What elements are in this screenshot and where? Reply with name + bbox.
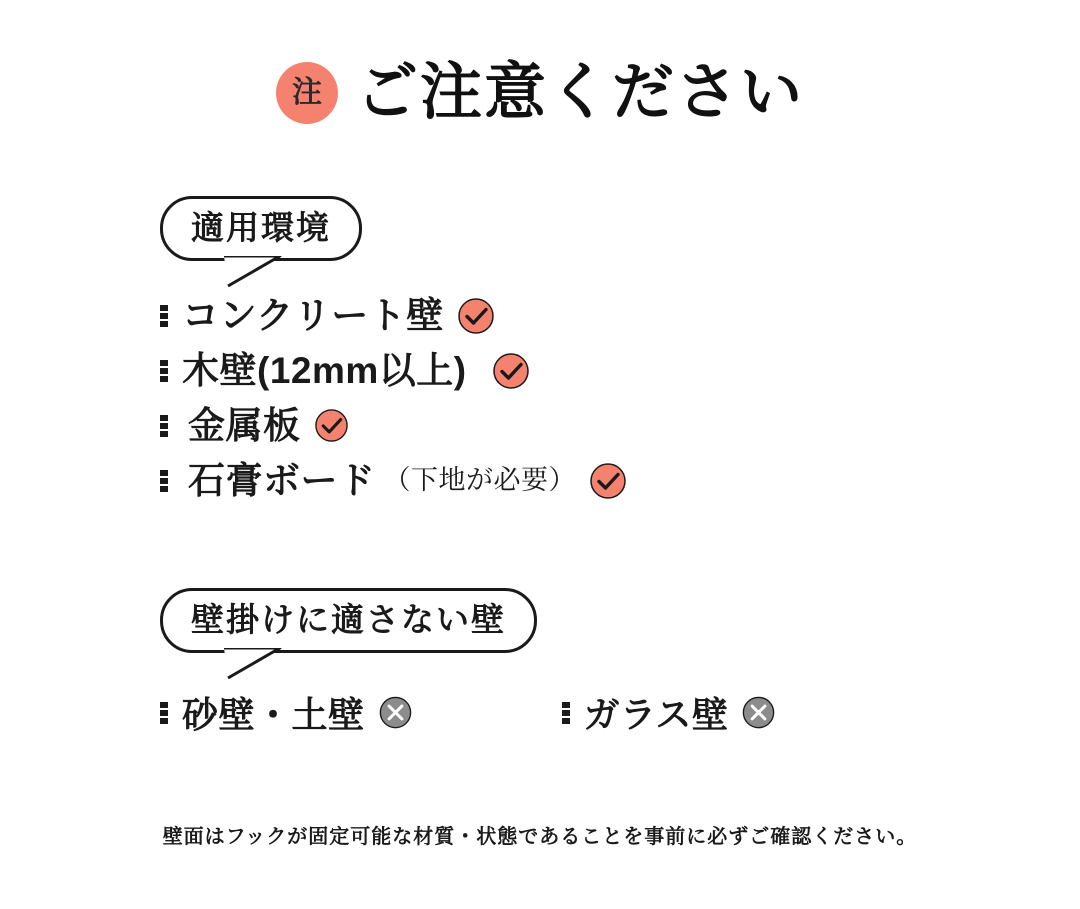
- check-circle-icon: [315, 409, 348, 442]
- page-title: [0, 0, 1080, 127]
- list-item: [160, 295, 626, 337]
- list-item-label: 木壁(12mm以上): [182, 350, 467, 392]
- list-item-label: ガラス壁: [583, 694, 729, 736]
- list-item: [160, 460, 626, 502]
- cross-circle-icon: [742, 696, 775, 729]
- list-item-label: 金属板: [188, 405, 301, 447]
- section-label-suitable-text: 適用環境: [160, 196, 362, 261]
- unsuitable-list: [160, 687, 775, 738]
- bubble-tail-icon: [222, 256, 282, 288]
- section-label-suitable: [160, 196, 362, 261]
- footer-note: 壁面はフックが固定可能な材質・状態であることを事前に必ずご確認ください。: [162, 826, 918, 848]
- list-item-label: 砂壁・土壁: [182, 694, 365, 736]
- check-circle-icon: [458, 298, 494, 334]
- list-item-note: （下地が必要）: [383, 465, 576, 496]
- list-item: [160, 687, 412, 738]
- list-item: [160, 405, 626, 447]
- list-bullet-icon: [160, 702, 168, 724]
- section-label-unsuitable: [160, 588, 537, 653]
- page-title-text: ご注意ください: [355, 58, 804, 127]
- section-label-unsuitable-text: 壁掛けに適さない壁: [160, 588, 537, 653]
- section-unsuitable: [160, 588, 775, 738]
- cross-circle-icon: [379, 696, 412, 729]
- bubble-tail-icon: [222, 648, 282, 680]
- list-bullet-icon: [160, 415, 168, 437]
- list-bullet-icon: [562, 702, 570, 724]
- list-item: [160, 350, 626, 392]
- list-bullet-icon: [160, 360, 168, 382]
- list-bullet-icon: [160, 470, 168, 492]
- caution-badge-icon: 注: [276, 62, 338, 124]
- check-circle-icon: [493, 353, 529, 389]
- list-bullet-icon: [160, 305, 168, 327]
- list-item-label: コンクリート壁: [182, 295, 444, 337]
- check-circle-icon: [590, 463, 626, 499]
- suitable-list: [160, 295, 626, 502]
- section-suitable: [160, 196, 626, 517]
- list-item-label: 石膏ボード: [188, 460, 376, 502]
- list-item: [562, 687, 776, 738]
